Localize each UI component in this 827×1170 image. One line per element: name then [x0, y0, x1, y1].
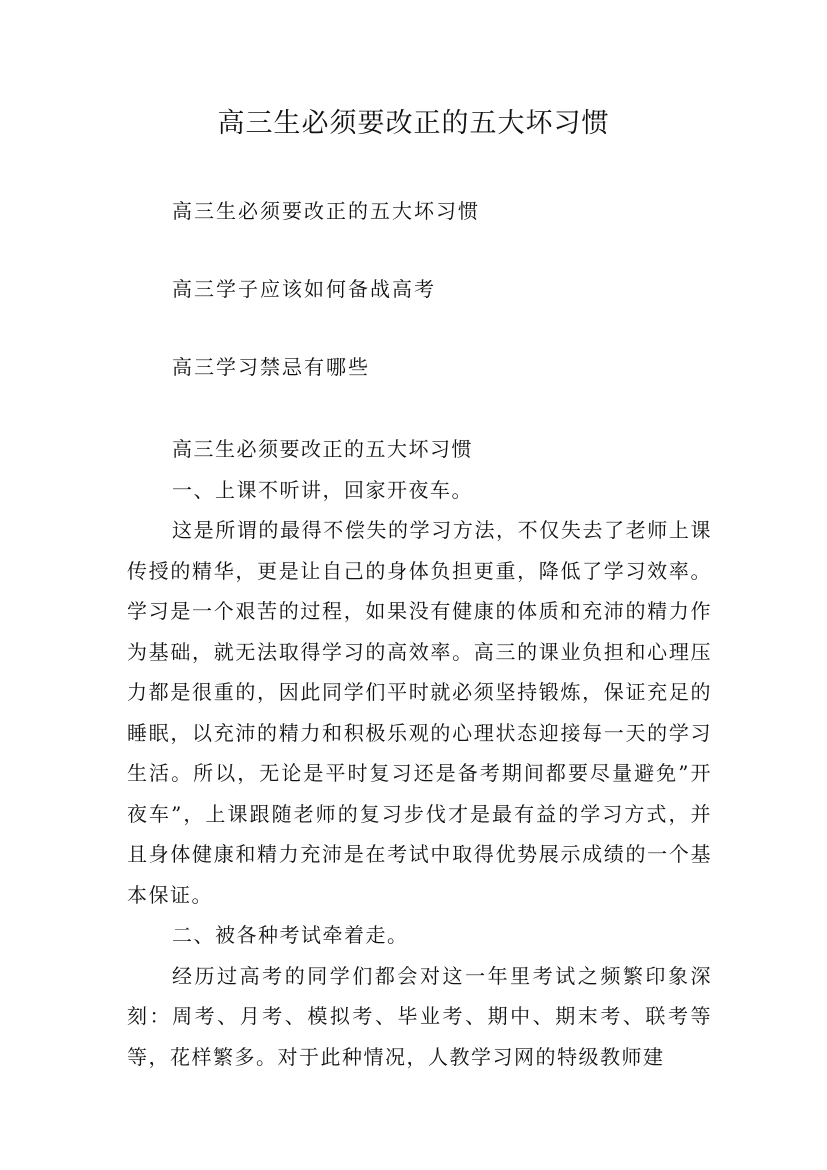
section-heading: 高三生必须要改正的五大坏习惯: [172, 437, 473, 461]
toc-item: 高三学子应该如何备战高考: [172, 277, 436, 301]
point-heading: 一、上课不听讲，回家开夜车。: [172, 477, 473, 502]
point-heading: 二、被各种考试牵着走。: [172, 923, 409, 947]
toc-item: 高三生必须要改正的五大坏习惯: [172, 199, 480, 223]
toc-item: 高三学习禁忌有哪些: [172, 355, 370, 379]
paragraph: 这是所谓的最得不偿失的学习方法，不仅失去了老师上课传授的精华，更是让自己的身体负担更重，降低了学习效率。学习是一个艰苦的过程，如果没有健康的体质和充沛的精力作为基础，就无法取得学习的高效率。高三的课业负担和心理压力都是很重的，因此同学们平时就必须坚持锻炼，保证充足的睡眠，以充沛的精力和积极乐观的心理状态迎接每一天的学习生活。所以，无论是平时复习还是备考期间都要尽量避免”开夜车”，上课跟随老师的复习步伐才是最有益的学习方式，并且身体健康和精力充沛是在考试中取得优势展示成绩的一个基本保证。: [127, 518, 712, 907]
paragraph: 经历过高考的同学们都会对这一年里考试之频繁印象深刻：周考、月考、模拟考、毕业考、期中、期末考、联考等等，花样繁多。对于此种情况，人教学习网的特级教师建: [127, 963, 712, 1069]
document-title: 高三生必须要改正的五大坏习惯: [217, 108, 610, 139]
document-body: [127, 429, 712, 1077]
table-of-contents: [172, 195, 480, 429]
